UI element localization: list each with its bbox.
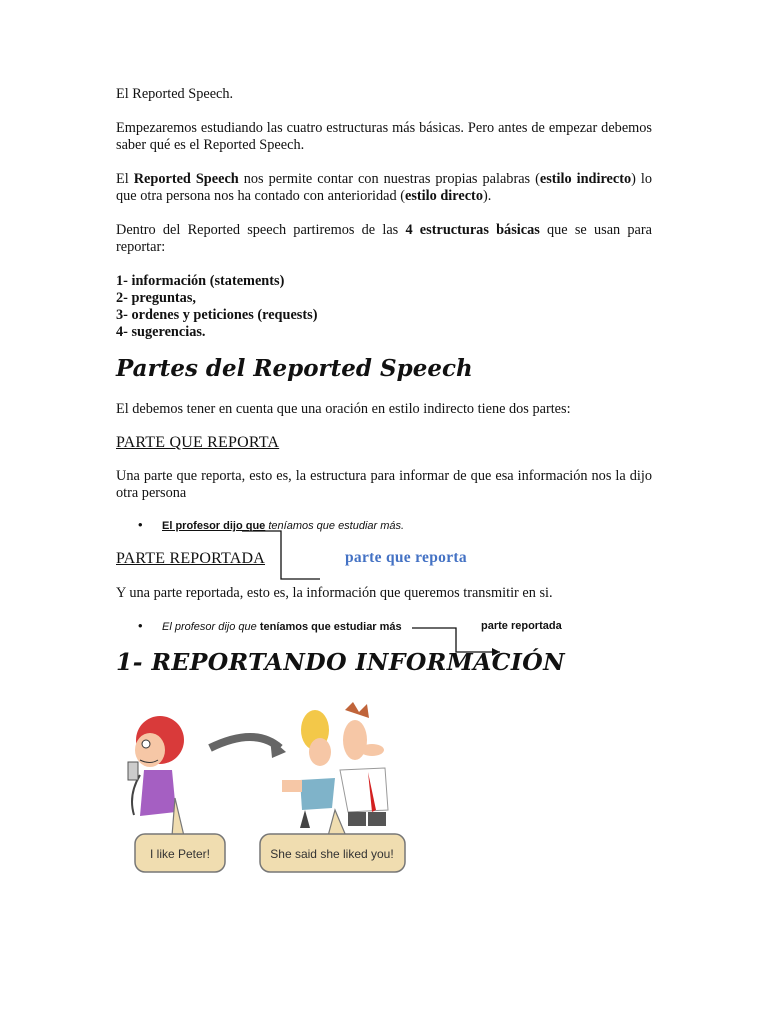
heading-reportando: 1- REPORTANDO INFORMACIÓN <box>116 648 565 676</box>
man-figure <box>340 702 388 826</box>
part2-text: Y una parte reportada, esto es, la información que queremos transmitir en si. <box>116 585 553 601</box>
part1-heading: PARTE QUE REPORTA <box>116 434 280 451</box>
definition-paragraph: El Reported Speech nos permite contar con nuestras propias palabras (estilo indirecto) lo que otra persona nos ha contado con anterioridad (estilo directo). <box>116 171 653 204</box>
structure-item: 4- sugerencias. <box>116 324 206 340</box>
structure-item: 1- información (statements) <box>116 273 285 289</box>
connector-line-1 <box>242 531 320 579</box>
callout-parte-que-reporta: parte que reporta <box>345 549 467 566</box>
intro-paragraph: Empezaremos estudiando las cuatro estructuras más básicas. Pero antes de empezar debemos saber qué es el Reported Speech. <box>116 120 652 153</box>
title-line: El Reported Speech. <box>116 86 234 102</box>
structures-intro: Dentro del Reported speech partiremos de las 4 estructuras básicas que se usan para reportar: <box>116 222 652 255</box>
callout-parte-reportada: parte reportada <box>481 620 562 632</box>
reported-speech-illustration <box>110 700 415 880</box>
bubble2-text: She said she liked you! <box>270 847 394 861</box>
bubble1-text: I like Peter! <box>149 847 211 861</box>
part1-example: • El profesor dijo que teníamos que estudiar más. <box>116 519 404 533</box>
structure-item: 2- preguntas, <box>116 290 196 306</box>
section-title: Partes del Reported Speech <box>116 355 473 382</box>
blonde-woman-figure <box>282 710 335 828</box>
section-intro: El debemos tener en cuenta que una oración en estilo indirecto tiene dos partes: <box>116 401 571 417</box>
term-reported-speech: Reported Speech <box>133 171 239 187</box>
structure-item: 3- ordenes y peticiones (requests) <box>116 307 318 323</box>
arrow-icon <box>270 738 286 758</box>
part2-example: • El profesor dijo que teníamos que estudiar más <box>116 620 402 634</box>
part1-text: Una parte que reporta, esto es, la estructura para informar de que esa información nos la dijo otra persona <box>116 468 652 501</box>
part2-heading: PARTE REPORTADA <box>116 550 266 567</box>
